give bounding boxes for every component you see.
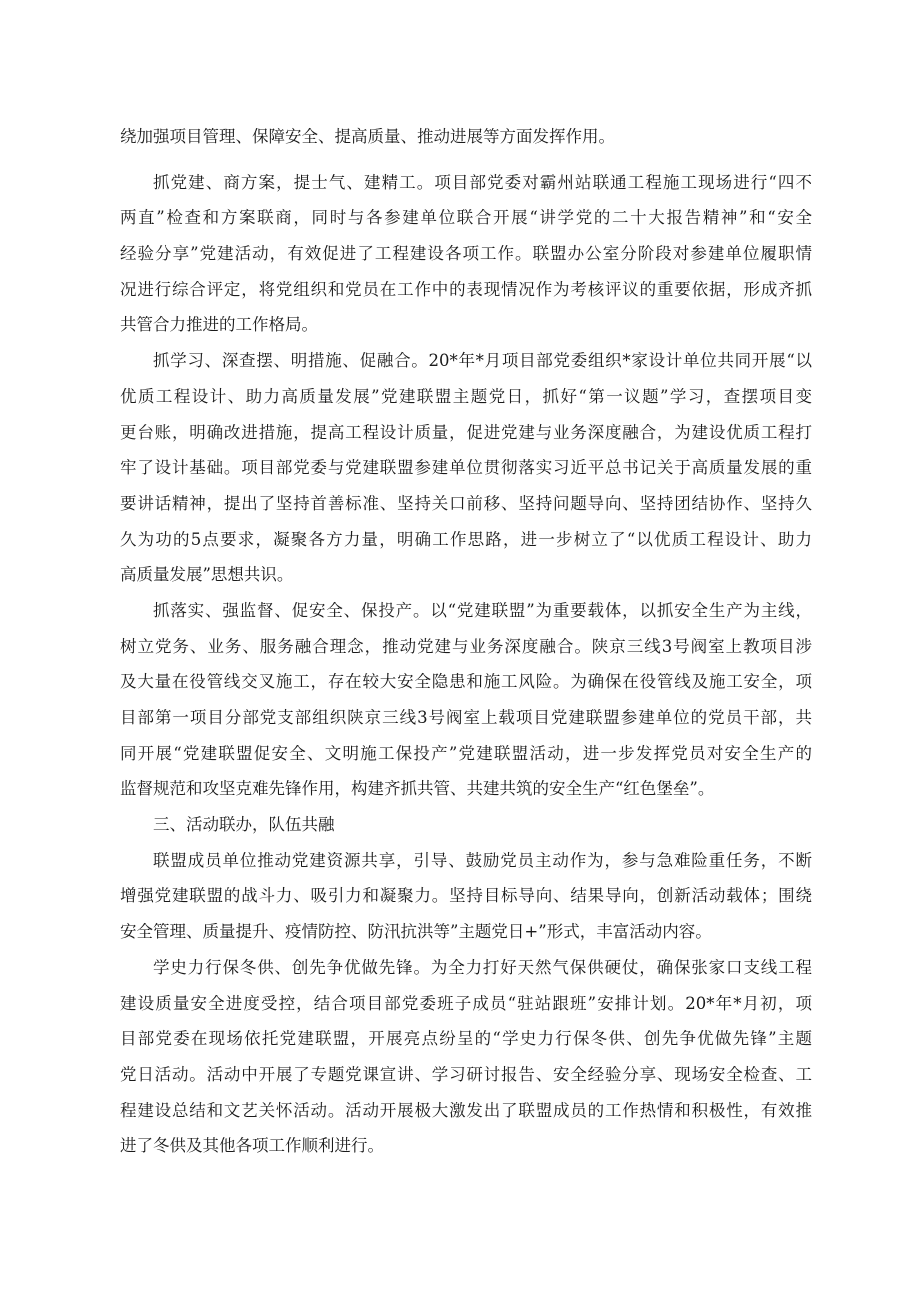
text-line: 进了冬供及其他各项工作顺利进行。 bbox=[120, 1136, 384, 1156]
text-line: 联盟成员单位推动党建资源共享，引导、鼓励党员主动作为，参与急难险重任务，不断 bbox=[153, 850, 812, 870]
text-line: 两直”检查和方案联商，同时与各参建单位联合开展“讲学党的二十大报告精神”和“安全 bbox=[120, 208, 812, 228]
paragraph bbox=[120, 343, 812, 593]
text-line: 程建设总结和文艺关怀活动。活动开展极大激发出了联盟成员的工作热情和积极性，有效推 bbox=[120, 1100, 812, 1120]
paragraph bbox=[120, 950, 812, 1164]
text-line: 及大量在役管线交叉施工，存在较大安全隐患和施工风险。为确保在役管线及施工安全，项 bbox=[120, 672, 812, 692]
text-line: 目部第一项目分部党支部组织陕京三线3号阀室上载项目党建联盟参建单位的党员干部，共 bbox=[120, 708, 812, 727]
text-line: 同开展“党建联盟促安全、文明施工保投产”党建联盟活动，进一步发挥党员对安全生产的 bbox=[120, 743, 812, 763]
text-line: 更台账，明确改进措施，提高工程设计质量，促进党建与业务深度融合，为建设优质工程打 bbox=[120, 422, 812, 442]
text-line: 牢了设计基础。项目部党委与党建联盟参建单位贯彻落实习近平总书记关于高质量发展的重 bbox=[120, 458, 812, 478]
paragraph bbox=[120, 119, 812, 155]
text-line: 抓学习、深查摆、明措施、促融合。20*年*月项目部党委组织*家设计单位共同开展“以 bbox=[153, 351, 812, 371]
section-heading bbox=[120, 807, 812, 843]
text-line: 要讲话精神，提出了坚持首善标准、坚持关口前移、坚持问题导向、坚持团结协作、坚持久 bbox=[120, 493, 812, 513]
paragraph bbox=[120, 593, 812, 807]
text-line: 安全管理、质量提升、疫情防控、防汛抗洪等”主题党日+”形式，丰富活动内容。 bbox=[120, 922, 712, 942]
text-line: 党日活动。活动中开展了专题党课宣讲、学习研讨报告、安全经验分享、现场安全检查、工 bbox=[120, 1064, 812, 1084]
text-line: 抓党建、商方案，提士气、建精工。项目部党委对霸州站联通工程施工现场进行“四不 bbox=[153, 172, 812, 192]
text-line: 久为功的5点要求，凝聚各方力量，明确工作思路，进一步树立了“以优质工程设计、助力 bbox=[120, 529, 812, 549]
text-line: 增强党建联盟的战斗力、吸引力和凝聚力。坚持目标导向、结果导向，创新活动载体；围绕 bbox=[120, 886, 812, 906]
document-page bbox=[120, 119, 812, 1164]
text-line: 树立党务、业务、服务融合理念，推动党建与业务深度融合。陕京三线3号阀室上教项目涉 bbox=[120, 636, 812, 656]
text-line: 共管合力推进的工作格局。 bbox=[120, 315, 318, 335]
text-line: 经验分享”党建活动，有效促进了工程建设各项工作。联盟办公室分阶段对参建单位履职情 bbox=[120, 244, 812, 264]
text-line: 建设质量安全进度受控，结合项目部党委班子成员“驻站跟班”安排计划。20*年*月初，项 bbox=[120, 993, 812, 1013]
text-line: 监督规范和攻坚克难先锋作用，构建齐抓共管、共建共筑的安全生产“红色堡垒”。 bbox=[120, 779, 715, 799]
text-line: 优质工程设计、助力高质量发展”党建联盟主题党日，抓好“第一议题”学习，查摆项目变 bbox=[120, 386, 812, 406]
text-line: 高质量发展”思想共识。 bbox=[120, 565, 294, 585]
paragraph bbox=[120, 165, 812, 343]
paragraph bbox=[120, 843, 812, 950]
text-line: 况进行综合评定，将党组织和党员在工作中的表现情况作为考核评议的重要依据，形成齐抓 bbox=[120, 279, 812, 299]
text-line: 绕加强项目管理、保障安全、提高质量、推动进展等方面发挥作用。 bbox=[120, 127, 615, 146]
text-line: 学史力行保冬供、创先争优做先锋。为全力打好天然气保供硬仗，确保张家口支线工程 bbox=[153, 957, 812, 977]
text-line: 三、活动联办，队伍共融 bbox=[153, 815, 335, 835]
text-line: 目部党委在现场依托党建联盟，开展亮点纷呈的“学史力行保冬供、创先争优做先锋”主题 bbox=[120, 1029, 812, 1049]
text-line: 抓落实、强监督、促安全、保投产。以“党建联盟”为重要载体，以抓安全生产为主线， bbox=[153, 600, 812, 620]
